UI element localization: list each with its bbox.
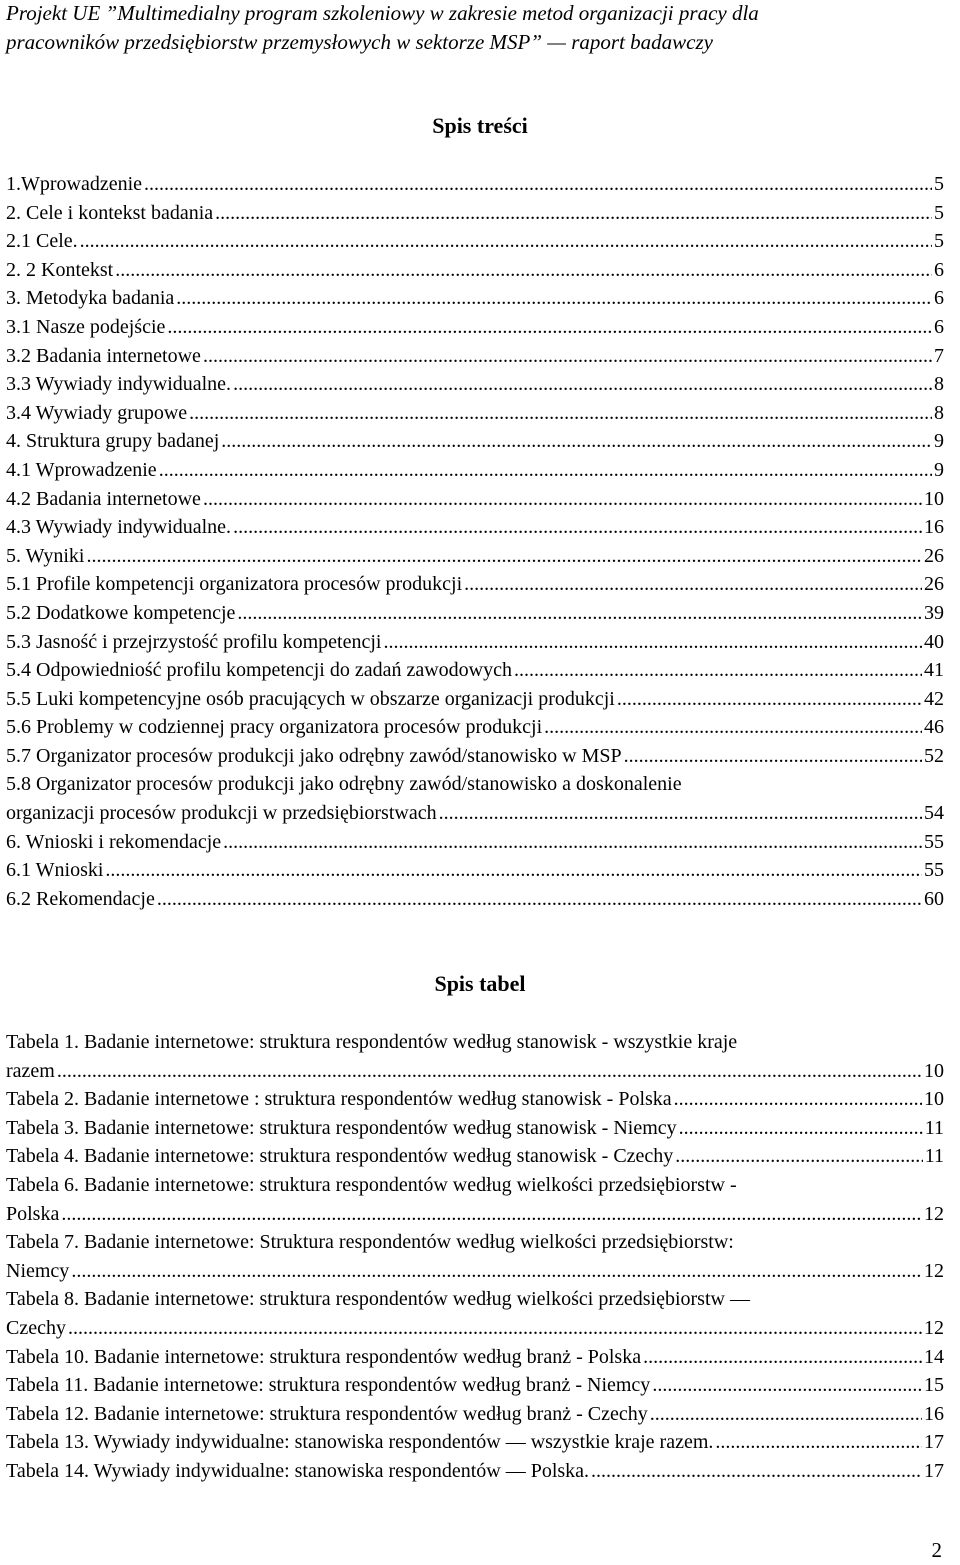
entry-title: Niemcy — [6, 1259, 70, 1282]
dot-leader — [71, 1257, 922, 1286]
entry-title: 5.3 Jasność i przejrzystość profilu kompetencji — [6, 630, 382, 653]
toc-entry[interactable] — [6, 570, 944, 599]
entry-page-number: 39 — [924, 601, 944, 624]
dot-leader — [221, 427, 932, 456]
entry-title: 3.2 Badania internetowe — [6, 344, 201, 367]
toc-entry[interactable] — [6, 170, 944, 199]
toc-entry[interactable] — [6, 399, 944, 428]
dot-leader — [105, 856, 922, 885]
dot-leader — [464, 570, 922, 599]
entry-page-number: 9 — [934, 430, 944, 453]
entry-title: 4. Struktura grupy badanej — [6, 430, 220, 453]
toc-entry[interactable] — [6, 628, 944, 657]
toc-entry[interactable] — [6, 828, 944, 857]
dot-leader — [57, 1057, 922, 1086]
entry-page-number: 11 — [924, 1116, 944, 1139]
dot-leader — [544, 713, 922, 742]
entry-title: Tabela 11. Badanie internetowe: struktura respondentów według branż - Niemcy — [6, 1374, 651, 1397]
entry-title: razem — [6, 1059, 55, 1082]
entry-page-number: 41 — [924, 659, 944, 682]
table-entry[interactable] — [6, 1142, 944, 1171]
entry-page-number: 7 — [934, 344, 944, 367]
dot-leader — [652, 1371, 922, 1400]
entry-title: Tabela 4. Badanie internetowe: struktura respondentów według stanowisk - Czechy — [6, 1145, 674, 1168]
dot-leader — [675, 1142, 922, 1171]
page-number: 2 — [931, 1538, 942, 1562]
dot-leader — [176, 284, 932, 313]
entry-page-number: 11 — [924, 1145, 944, 1168]
entry-title: 4.1 Wprowadzenie — [6, 458, 157, 481]
table-entry[interactable] — [6, 1085, 944, 1114]
dot-leader — [514, 656, 922, 685]
dot-leader — [715, 1428, 922, 1457]
list-of-tables-heading: Spis tabel — [434, 971, 526, 996]
entry-page-number: 42 — [924, 687, 944, 710]
entry-title: 4.3 Wywiady indywidualne. — [6, 516, 232, 539]
entry-title: 5.1 Profile kompetencji organizatora procesów produkcji — [6, 573, 463, 596]
entry-title: 5.5 Luki kompetencyjne osób pracujących w obszarze organizacji produkcji — [6, 687, 615, 710]
entry-title: 6.2 Rekomendacje — [6, 887, 155, 910]
dot-leader — [624, 742, 922, 771]
entry-title-first-line: Tabela 6. Badanie internetowe: struktura respondentów według wielkości przedsiębiorstw - — [6, 1173, 737, 1196]
entry-page-number: 5 — [934, 173, 944, 195]
entry-page-number: 12 — [924, 1316, 944, 1339]
dot-leader — [86, 542, 922, 571]
document-header — [6, 0, 954, 57]
toc-entry[interactable] — [6, 370, 944, 399]
header-line-1: Projekt UE ”Multimedialny program szkoleniowy w zakresie metod organizacji pracy dla — [6, 1, 759, 25]
toc-entry[interactable] — [6, 856, 944, 885]
entry-title: Tabela 13. Wywiady indywidualne: stanowiska respondentów — wszystkie kraje razem. — [6, 1431, 714, 1454]
entry-page-number: 10 — [924, 487, 944, 510]
table-entry[interactable] — [6, 1343, 944, 1372]
toc-entry[interactable] — [6, 713, 944, 742]
entry-title: Tabela 14. Wywiady indywidualne: stanowiska respondentów — Polska. — [6, 1459, 590, 1482]
dot-leader — [674, 1085, 922, 1114]
entry-title: Tabela 12. Badanie internetowe: struktura respondentów według branż - Czechy — [6, 1402, 648, 1425]
entry-page-number: 10 — [924, 1059, 944, 1082]
toc-entry[interactable] — [6, 599, 944, 628]
toc-entry[interactable] — [6, 199, 944, 228]
entry-page-number: 46 — [924, 716, 944, 739]
entry-page-number: 6 — [934, 258, 944, 281]
entry-page-number: 17 — [924, 1431, 944, 1454]
entry-title: 2.1 Cele. — [6, 230, 78, 253]
entry-page-number: 52 — [924, 744, 944, 767]
dot-leader — [591, 1457, 922, 1486]
dot-leader — [167, 313, 932, 342]
dot-leader — [157, 885, 922, 914]
dot-leader — [223, 828, 922, 857]
table-of-contents — [6, 170, 944, 913]
dot-leader — [203, 342, 932, 371]
dot-leader — [61, 1200, 922, 1229]
toc-entry[interactable] — [6, 685, 944, 714]
dot-leader — [233, 370, 932, 399]
table-entry[interactable] — [6, 1114, 944, 1143]
table-entry[interactable] — [6, 1428, 944, 1457]
entry-page-number: 10 — [924, 1088, 944, 1111]
dot-leader — [144, 170, 932, 199]
entry-page-number: 54 — [924, 802, 944, 825]
toc-entry[interactable] — [6, 427, 944, 456]
entry-page-number: 12 — [924, 1259, 944, 1282]
dot-leader — [115, 256, 932, 285]
toc-entry[interactable] — [6, 542, 944, 571]
toc-entry[interactable] — [6, 284, 944, 313]
entry-title: 3.1 Nasze podejście — [6, 315, 166, 338]
entry-title: organizacji procesów produkcji w przedsiębiorstwach — [6, 802, 437, 825]
entry-page-number: 55 — [924, 859, 944, 882]
toc-entry[interactable] — [6, 456, 944, 485]
entry-title: 2. 2 Kontekst — [6, 258, 114, 281]
entry-title: 5.4 Odpowiedniość profilu kompetencji do zadań zawodowych — [6, 659, 512, 682]
dot-leader — [68, 1314, 922, 1343]
table-entry[interactable] — [6, 1028, 944, 1085]
dot-leader — [383, 628, 922, 657]
toc-heading: Spis treści — [432, 113, 528, 138]
entry-title: Czechy — [6, 1316, 66, 1339]
entry-page-number: 5 — [934, 201, 944, 224]
entry-title: Tabela 2. Badanie internetowe : struktura respondentów według stanowisk - Polska — [6, 1088, 672, 1111]
entry-page-number: 26 — [924, 544, 944, 567]
entry-page-number: 26 — [924, 573, 944, 596]
dot-leader — [650, 1400, 922, 1429]
dot-leader — [189, 399, 932, 428]
entry-page-number: 5 — [934, 230, 944, 253]
list-of-tables — [6, 1028, 944, 1486]
table-entry[interactable] — [6, 1457, 944, 1486]
toc-entry[interactable] — [6, 342, 944, 371]
entry-page-number: 16 — [924, 1402, 944, 1425]
entry-title: 6. Wnioski i rekomendacje — [6, 830, 222, 853]
entry-title-first-line: Tabela 8. Badanie internetowe: struktura respondentów według wielkości przedsiębiorstw — — [6, 1288, 750, 1311]
entry-page-number: 55 — [924, 830, 944, 853]
entry-page-number: 16 — [924, 516, 944, 539]
entry-page-number: 6 — [934, 287, 944, 310]
toc-entry[interactable] — [6, 656, 944, 685]
header-line-2: pracowników przedsiębiorstw przemysłowych w sektorze MSP” — raport badawczy — [6, 30, 713, 54]
entry-page-number: 17 — [924, 1459, 944, 1482]
table-entry[interactable] — [6, 1171, 944, 1228]
dot-leader — [233, 513, 922, 542]
entry-title-first-line: Tabela 1. Badanie internetowe: struktura respondentów według stanowisk - wszystkie kraje — [6, 1031, 738, 1053]
entry-page-number: 12 — [924, 1202, 944, 1225]
entry-page-number: 9 — [934, 458, 944, 481]
entry-page-number: 14 — [924, 1345, 944, 1368]
dot-leader — [159, 456, 932, 485]
entry-title: 4.2 Badania internetowe — [6, 487, 201, 510]
dot-leader — [643, 1343, 922, 1372]
toc-entry[interactable] — [6, 742, 944, 771]
entry-title: 6.1 Wnioski — [6, 859, 104, 882]
table-entry[interactable] — [6, 1228, 944, 1285]
toc-entry[interactable] — [6, 770, 944, 827]
entry-title: 5.7 Organizator procesów produkcji jako odrębny zawód/stanowisko w MSP — [6, 744, 622, 767]
toc-entry[interactable] — [6, 485, 944, 514]
entry-title: 5. Wyniki — [6, 544, 85, 567]
entry-title-first-line: 5.8 Organizator procesów produkcji jako odrębny zawód/stanowisko a doskonalenie — [6, 773, 682, 796]
dot-leader — [80, 227, 932, 256]
table-entry[interactable] — [6, 1285, 944, 1342]
entry-page-number: 6 — [934, 315, 944, 338]
dot-leader — [203, 485, 922, 514]
toc-entry[interactable] — [6, 256, 944, 285]
dot-leader — [679, 1114, 923, 1143]
entry-page-number: 40 — [924, 630, 944, 653]
table-entry[interactable] — [6, 1371, 944, 1400]
entry-title: 3.3 Wywiady indywidualne. — [6, 373, 232, 396]
entry-title: 1.Wprowadzenie — [6, 173, 143, 195]
toc-entry[interactable] — [6, 885, 944, 914]
entry-title: 5.2 Dodatkowe kompetencje — [6, 601, 236, 624]
entry-title: Polska — [6, 1202, 60, 1225]
entry-title: Tabela 10. Badanie internetowe: struktura respondentów według branż - Polska — [6, 1345, 642, 1368]
dot-leader — [617, 685, 922, 714]
dot-leader — [237, 599, 922, 628]
toc-entry[interactable] — [6, 313, 944, 342]
toc-entry[interactable] — [6, 513, 944, 542]
table-entry[interactable] — [6, 1400, 944, 1429]
entry-title: Tabela 3. Badanie internetowe: struktura respondentów według stanowisk - Niemcy — [6, 1116, 677, 1139]
entry-page-number: 8 — [934, 401, 944, 424]
entry-page-number: 15 — [924, 1374, 944, 1397]
entry-title: 3.4 Wywiady grupowe — [6, 401, 188, 424]
entry-title-first-line: Tabela 7. Badanie internetowe: Struktura respondentów według wielkości przedsiębiorstw: — [6, 1231, 734, 1254]
dot-leader — [215, 199, 932, 228]
toc-entry[interactable] — [6, 227, 944, 256]
entry-title: 5.6 Problemy w codziennej pracy organizatora procesów produkcji — [6, 716, 543, 739]
dot-leader — [439, 799, 922, 828]
entry-page-number: 8 — [934, 373, 944, 396]
entry-title: 3. Metodyka badania — [6, 287, 175, 310]
entry-page-number: 60 — [924, 887, 944, 910]
entry-title: 2. Cele i kontekst badania — [6, 201, 214, 224]
